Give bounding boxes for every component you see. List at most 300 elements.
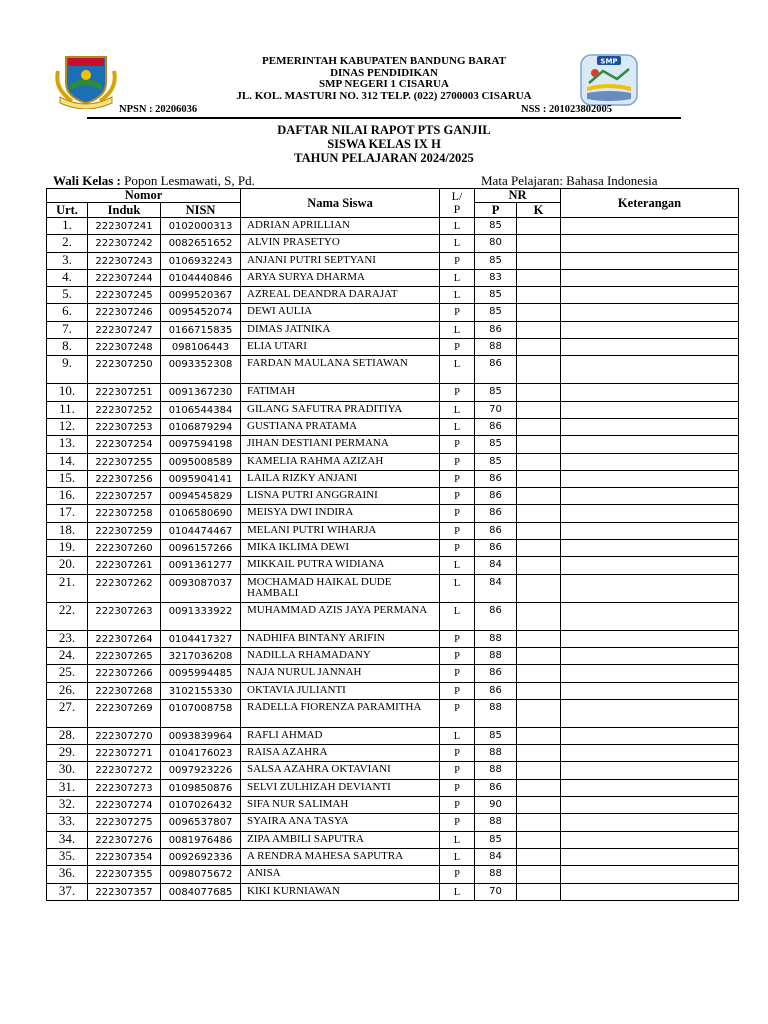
row-student-name: FARDAN MAULANA SETIAWAN <box>241 356 440 384</box>
row-grade-k <box>517 235 561 252</box>
row-remarks <box>561 630 739 647</box>
row-nisn: 0091361277 <box>161 557 241 574</box>
grades-table <box>46 188 739 901</box>
table-row <box>47 797 739 814</box>
row-nisn: 3217036208 <box>161 647 241 664</box>
row-student-name: GILANG SAFUTRA PRADITIYA <box>241 401 440 418</box>
row-induk: 222307274 <box>88 797 161 814</box>
row-induk: 222307262 <box>88 574 161 602</box>
row-nisn: 0102000313 <box>161 218 241 235</box>
row-gender: L <box>440 269 475 286</box>
row-grade-k <box>517 287 561 304</box>
row-number: 30. <box>47 762 88 779</box>
row-student-name: ALVIN PRASETYO <box>241 235 440 252</box>
row-student-name: SELVI ZULHIZAH DEVIANTI <box>241 779 440 796</box>
table-row <box>47 540 739 557</box>
row-nisn: 0081976486 <box>161 831 241 848</box>
table-row <box>47 848 739 865</box>
row-number: 2. <box>47 235 88 252</box>
row-grade-p: 84 <box>475 557 517 574</box>
row-remarks <box>561 522 739 539</box>
row-grade-k <box>517 762 561 779</box>
row-nisn: 0104176023 <box>161 745 241 762</box>
row-gender: L <box>440 727 475 744</box>
row-grade-p: 88 <box>475 762 517 779</box>
row-remarks <box>561 321 739 338</box>
row-student-name: ZIPA AMBILI SAPUTRA <box>241 831 440 848</box>
row-gender: L <box>440 356 475 384</box>
row-student-name: MUHAMMAD AZIS JAYA PERMANA <box>241 602 440 630</box>
row-induk: 222307245 <box>88 287 161 304</box>
row-student-name: MIKA IKLIMA DEWI <box>241 540 440 557</box>
row-student-name: SYAIRA ANA TASYA <box>241 814 440 831</box>
row-nisn: 3102155330 <box>161 682 241 699</box>
row-grade-k <box>517 866 561 883</box>
row-remarks <box>561 470 739 487</box>
row-grade-p: 86 <box>475 418 517 435</box>
row-remarks <box>561 866 739 883</box>
row-grade-k <box>517 436 561 453</box>
row-gender: P <box>440 540 475 557</box>
row-gender: L <box>440 321 475 338</box>
row-grade-k <box>517 218 561 235</box>
row-grade-k <box>517 505 561 522</box>
row-student-name: KIKI KURNIAWAN <box>241 883 440 900</box>
row-remarks <box>561 557 739 574</box>
header-induk: Induk <box>88 203 161 218</box>
row-grade-p: 86 <box>475 779 517 796</box>
row-student-name: ELIA UTARI <box>241 339 440 356</box>
row-grade-k <box>517 252 561 269</box>
row-grade-k <box>517 797 561 814</box>
row-gender: P <box>440 436 475 453</box>
table-row <box>47 630 739 647</box>
row-gender: P <box>440 797 475 814</box>
row-gender: P <box>440 814 475 831</box>
row-grade-k <box>517 321 561 338</box>
row-student-name: ADRIAN APRILLIAN <box>241 218 440 235</box>
row-induk: 222307275 <box>88 814 161 831</box>
row-remarks <box>561 797 739 814</box>
header-address: JL. KOL. MASTURI NO. 312 TELP. (022) 2700003 CISARUA <box>236 89 532 102</box>
row-number: 18. <box>47 522 88 539</box>
row-grade-k <box>517 779 561 796</box>
row-student-name: RADELLA FIORENZA PARAMITHA <box>241 699 440 727</box>
row-nisn: 0082651652 <box>161 235 241 252</box>
row-remarks <box>561 235 739 252</box>
row-grade-p: 85 <box>475 453 517 470</box>
row-student-name: NADHIFA BINTANY ARIFIN <box>241 630 440 647</box>
subject-label: Mata Pelajaran: Bahasa Indonesia <box>481 173 658 188</box>
row-grade-k <box>517 665 561 682</box>
row-student-name: MOCHAMAD HAIKAL DUDE HAMBALI <box>241 574 440 602</box>
row-remarks <box>561 401 739 418</box>
row-gender: P <box>440 488 475 505</box>
header-government: PEMERINTAH KABUPATEN BANDUNG BARAT <box>262 55 506 67</box>
row-gender: P <box>440 252 475 269</box>
table-row <box>47 218 739 235</box>
row-nisn: 0095904141 <box>161 470 241 487</box>
row-student-name: JIHAN DESTIANI PERMANA <box>241 436 440 453</box>
row-nisn: 0106932243 <box>161 252 241 269</box>
row-induk: 222307265 <box>88 647 161 664</box>
letterhead <box>0 56 768 102</box>
row-induk: 222307246 <box>88 304 161 321</box>
table-row <box>47 401 739 418</box>
row-nisn: 0095008589 <box>161 453 241 470</box>
row-grade-p: 86 <box>475 321 517 338</box>
row-number: 20. <box>47 557 88 574</box>
table-row <box>47 522 739 539</box>
row-remarks <box>561 848 739 865</box>
row-grade-p: 88 <box>475 866 517 883</box>
table-row <box>47 384 739 401</box>
row-number: 10. <box>47 384 88 401</box>
row-induk: 222307244 <box>88 269 161 286</box>
row-induk: 222307258 <box>88 505 161 522</box>
row-number: 26. <box>47 682 88 699</box>
table-row <box>47 866 739 883</box>
row-remarks <box>561 779 739 796</box>
row-number: 13. <box>47 436 88 453</box>
row-grade-p: 83 <box>475 269 517 286</box>
header-nr-p: P <box>475 203 517 218</box>
row-induk: 222307243 <box>88 252 161 269</box>
row-number: 35. <box>47 848 88 865</box>
row-remarks <box>561 339 739 356</box>
row-number: 31. <box>47 779 88 796</box>
table-row <box>47 470 739 487</box>
row-grade-k <box>517 356 561 384</box>
row-grade-p: 86 <box>475 682 517 699</box>
row-gender: P <box>440 699 475 727</box>
row-grade-p: 85 <box>475 304 517 321</box>
row-grade-k <box>517 470 561 487</box>
row-remarks <box>561 831 739 848</box>
row-student-name: RAISA AZAHRA <box>241 745 440 762</box>
row-grade-p: 90 <box>475 797 517 814</box>
row-grade-k <box>517 540 561 557</box>
row-gender: L <box>440 883 475 900</box>
row-grade-p: 84 <box>475 574 517 602</box>
row-induk: 222307266 <box>88 665 161 682</box>
row-remarks <box>561 665 739 682</box>
row-nisn: 0107008758 <box>161 699 241 727</box>
table-row <box>47 814 739 831</box>
row-induk: 222307257 <box>88 488 161 505</box>
row-induk: 222307255 <box>88 453 161 470</box>
row-remarks <box>561 682 739 699</box>
row-nisn: 0104440846 <box>161 269 241 286</box>
row-induk: 222307248 <box>88 339 161 356</box>
row-gender: P <box>440 682 475 699</box>
row-number: 15. <box>47 470 88 487</box>
row-gender: P <box>440 647 475 664</box>
table-row <box>47 745 739 762</box>
row-grade-k <box>517 647 561 664</box>
row-grade-k <box>517 699 561 727</box>
row-nisn: 0096157266 <box>161 540 241 557</box>
row-student-name: MIKKAIL PUTRA WIDIANA <box>241 557 440 574</box>
row-number: 6. <box>47 304 88 321</box>
row-grade-p: 88 <box>475 745 517 762</box>
row-grade-k <box>517 682 561 699</box>
row-grade-p: 88 <box>475 699 517 727</box>
row-induk: 222307256 <box>88 470 161 487</box>
row-student-name: SIFA NUR SALIMAH <box>241 797 440 814</box>
row-nisn: 0096537807 <box>161 814 241 831</box>
row-gender: L <box>440 218 475 235</box>
table-row <box>47 505 739 522</box>
row-number: 25. <box>47 665 88 682</box>
row-grade-k <box>517 384 561 401</box>
row-gender: P <box>440 384 475 401</box>
row-grade-p: 70 <box>475 401 517 418</box>
row-grade-k <box>517 602 561 630</box>
row-remarks <box>561 304 739 321</box>
row-gender: P <box>440 779 475 796</box>
row-induk: 222307271 <box>88 745 161 762</box>
row-remarks <box>561 574 739 602</box>
row-number: 19. <box>47 540 88 557</box>
row-number: 37. <box>47 883 88 900</box>
row-number: 29. <box>47 745 88 762</box>
row-grade-p: 88 <box>475 339 517 356</box>
row-induk: 222307272 <box>88 762 161 779</box>
row-grade-k <box>517 418 561 435</box>
row-gender: P <box>440 630 475 647</box>
row-grade-p: 85 <box>475 252 517 269</box>
row-student-name: RAFLI AHMAD <box>241 727 440 744</box>
row-remarks <box>561 540 739 557</box>
table-row <box>47 727 739 744</box>
row-induk: 222307273 <box>88 779 161 796</box>
table-row <box>47 287 739 304</box>
row-induk: 222307254 <box>88 436 161 453</box>
table-row <box>47 453 739 470</box>
row-gender: L <box>440 235 475 252</box>
row-induk: 222307259 <box>88 522 161 539</box>
row-induk: 222307261 <box>88 557 161 574</box>
row-student-name: NAJA NURUL JANNAH <box>241 665 440 682</box>
row-induk: 222307276 <box>88 831 161 848</box>
row-gender: P <box>440 665 475 682</box>
row-induk: 222307250 <box>88 356 161 384</box>
table-row <box>47 831 739 848</box>
row-induk: 222307268 <box>88 682 161 699</box>
row-student-name: MELANI PUTRI WIHARJA <box>241 522 440 539</box>
row-induk: 222307264 <box>88 630 161 647</box>
row-number: 27. <box>47 699 88 727</box>
row-number: 3. <box>47 252 88 269</box>
row-gender: L <box>440 602 475 630</box>
table-row <box>47 647 739 664</box>
smp-logo-text: SMP <box>600 57 618 66</box>
homeroom-label: Wali Kelas : <box>53 173 121 188</box>
row-nisn: 0104474467 <box>161 522 241 539</box>
row-grade-k <box>517 401 561 418</box>
row-gender: P <box>440 866 475 883</box>
header-gender-line1: L/ <box>451 189 463 203</box>
row-gender: P <box>440 304 475 321</box>
row-gender: P <box>440 453 475 470</box>
header-school: SMP NEGERI 1 CISARUA <box>319 78 449 90</box>
row-number: 24. <box>47 647 88 664</box>
row-remarks <box>561 252 739 269</box>
row-gender: P <box>440 522 475 539</box>
row-induk: 222307247 <box>88 321 161 338</box>
table-row <box>47 779 739 796</box>
row-remarks <box>561 453 739 470</box>
row-student-name: DEWI AULIA <box>241 304 440 321</box>
header-nomor: Nomor <box>47 189 241 203</box>
row-gender: L <box>440 574 475 602</box>
row-nisn: 0093352308 <box>161 356 241 384</box>
row-induk: 222307263 <box>88 602 161 630</box>
table-row <box>47 418 739 435</box>
row-induk: 222307355 <box>88 866 161 883</box>
row-nisn: 0097923226 <box>161 762 241 779</box>
row-grade-k <box>517 883 561 900</box>
row-remarks <box>561 762 739 779</box>
row-grade-k <box>517 453 561 470</box>
table-row <box>47 574 739 602</box>
row-remarks <box>561 883 739 900</box>
row-induk: 222307357 <box>88 883 161 900</box>
table-row <box>47 436 739 453</box>
row-gender: L <box>440 557 475 574</box>
row-grade-k <box>517 269 561 286</box>
row-nisn: 0084077685 <box>161 883 241 900</box>
table-row <box>47 602 739 630</box>
row-remarks <box>561 505 739 522</box>
table-row <box>47 557 739 574</box>
row-nisn: 0109850876 <box>161 779 241 796</box>
row-remarks <box>561 602 739 630</box>
row-nisn: 0099520367 <box>161 287 241 304</box>
row-gender: L <box>440 848 475 865</box>
row-gender: L <box>440 418 475 435</box>
row-number: 32. <box>47 797 88 814</box>
header-nr: NR <box>475 189 561 203</box>
row-grade-k <box>517 574 561 602</box>
row-student-name: KAMELIA RAHMA AZIZAH <box>241 453 440 470</box>
row-student-name: NADILLA RHAMADANY <box>241 647 440 664</box>
row-induk: 222307241 <box>88 218 161 235</box>
row-gender: P <box>440 762 475 779</box>
row-student-name: OKTAVIA JULIANTI <box>241 682 440 699</box>
row-remarks <box>561 727 739 744</box>
header-keterangan: Keterangan <box>561 189 739 218</box>
row-grade-p: 84 <box>475 848 517 865</box>
row-nisn: 0094545829 <box>161 488 241 505</box>
row-grade-k <box>517 745 561 762</box>
row-grade-p: 86 <box>475 665 517 682</box>
row-number: 8. <box>47 339 88 356</box>
table-row <box>47 665 739 682</box>
grades-table-body <box>47 218 739 901</box>
row-grade-k <box>517 848 561 865</box>
table-row <box>47 339 739 356</box>
row-grade-k <box>517 304 561 321</box>
row-grade-p: 80 <box>475 235 517 252</box>
table-row <box>47 269 739 286</box>
header-divider <box>87 117 681 119</box>
row-remarks <box>561 647 739 664</box>
table-row <box>47 699 739 727</box>
row-gender: P <box>440 339 475 356</box>
row-student-name: FATIMAH <box>241 384 440 401</box>
row-number: 4. <box>47 269 88 286</box>
row-grade-p: 88 <box>475 814 517 831</box>
row-nisn: 0107026432 <box>161 797 241 814</box>
row-gender: P <box>440 505 475 522</box>
row-induk: 222307252 <box>88 401 161 418</box>
row-remarks <box>561 814 739 831</box>
row-grade-k <box>517 831 561 848</box>
row-nisn: 0095994485 <box>161 665 241 682</box>
table-row <box>47 252 739 269</box>
row-remarks <box>561 269 739 286</box>
row-remarks <box>561 418 739 435</box>
row-number: 33. <box>47 814 88 831</box>
row-grade-k <box>517 814 561 831</box>
row-number: 23. <box>47 630 88 647</box>
row-grade-p: 86 <box>475 540 517 557</box>
row-grade-p: 88 <box>475 647 517 664</box>
title-main: DAFTAR NILAI RAPOT PTS GANJIL <box>277 123 491 137</box>
row-nisn: 0106879294 <box>161 418 241 435</box>
row-student-name: ANJANI PUTRI SEPTYANI <box>241 252 440 269</box>
row-gender: L <box>440 401 475 418</box>
header-nama: Nama Siswa <box>241 189 440 218</box>
row-number: 34. <box>47 831 88 848</box>
row-gender: L <box>440 831 475 848</box>
row-grade-k <box>517 727 561 744</box>
row-grade-p: 86 <box>475 356 517 384</box>
row-grade-p: 86 <box>475 522 517 539</box>
row-grade-p: 85 <box>475 218 517 235</box>
row-grade-k <box>517 339 561 356</box>
header-gender <box>440 189 475 218</box>
header-gender-line2: P <box>453 202 461 216</box>
row-student-name: AZREAL DEANDRA DARAJAT <box>241 287 440 304</box>
row-nisn: 0098075672 <box>161 866 241 883</box>
table-row <box>47 883 739 900</box>
row-student-name: DIMAS JATNIKA <box>241 321 440 338</box>
row-grade-p: 85 <box>475 831 517 848</box>
row-number: 12. <box>47 418 88 435</box>
header-urt: Urt. <box>47 203 88 218</box>
row-student-name: LISNA PUTRI ANGGRAINI <box>241 488 440 505</box>
row-grade-p: 86 <box>475 505 517 522</box>
npsn-label: NPSN : 20206036 <box>119 104 198 115</box>
row-remarks <box>561 218 739 235</box>
title-class: SISWA KELAS IX H <box>327 137 441 151</box>
row-nisn: 0093087037 <box>161 574 241 602</box>
row-number: 36. <box>47 866 88 883</box>
row-nisn: 0091333922 <box>161 602 241 630</box>
row-grade-p: 85 <box>475 287 517 304</box>
row-student-name: ARYA SURYA DHARMA <box>241 269 440 286</box>
row-number: 11. <box>47 401 88 418</box>
row-grade-k <box>517 557 561 574</box>
table-row <box>47 235 739 252</box>
table-row <box>47 304 739 321</box>
row-grade-k <box>517 522 561 539</box>
title-year: TAHUN PELAJARAN 2024/2025 <box>294 151 474 165</box>
row-nisn: 0104417327 <box>161 630 241 647</box>
